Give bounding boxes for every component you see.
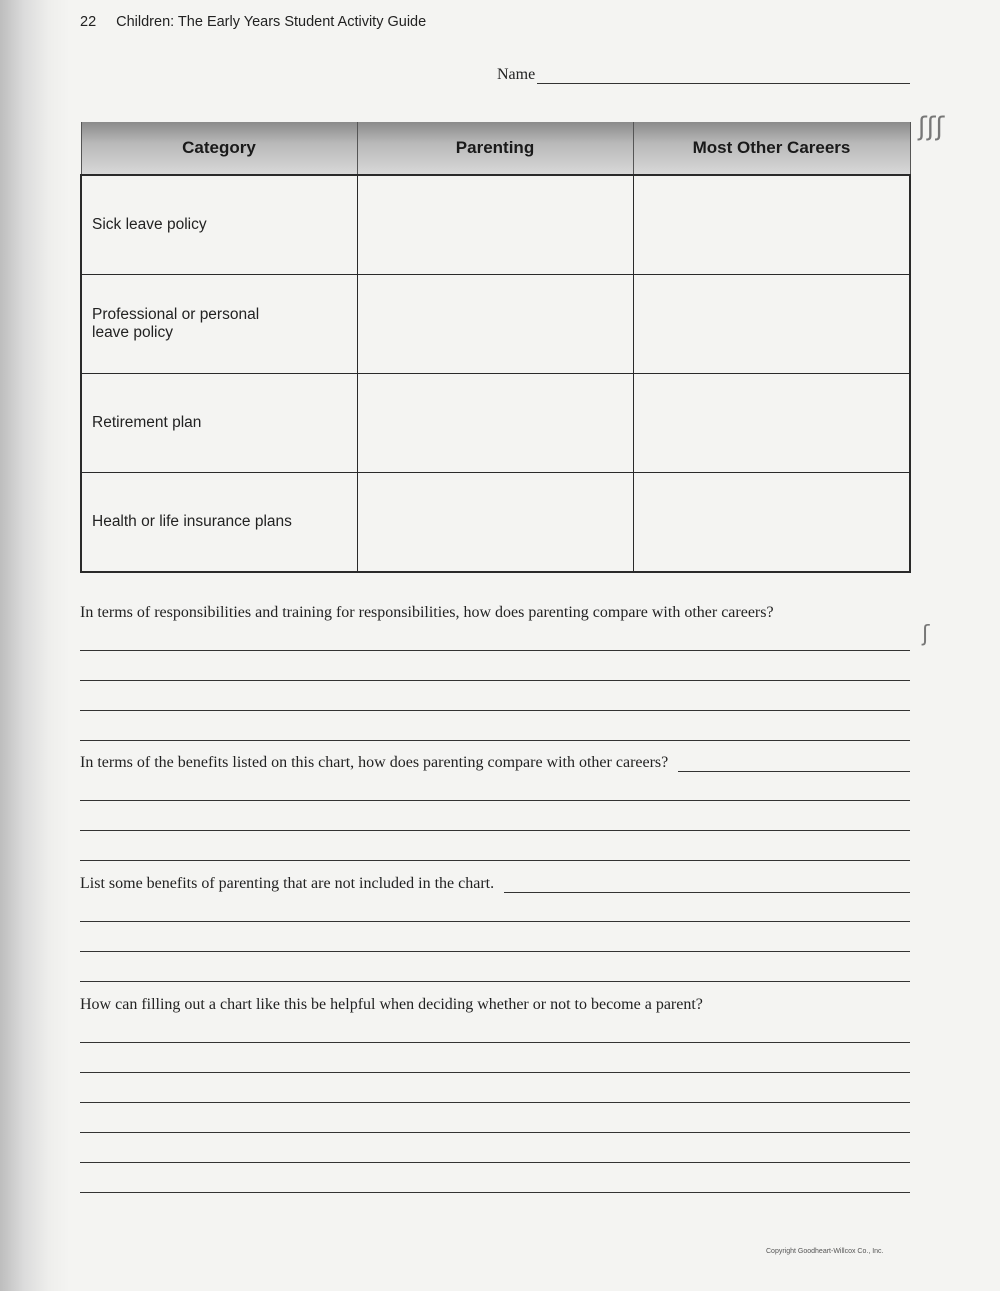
chart-row	[81, 373, 910, 472]
question-3	[80, 875, 910, 893]
page-edge-shadow	[0, 0, 70, 1291]
chart-header-row	[81, 122, 910, 175]
chart-row	[81, 472, 910, 572]
name-input-line[interactable]	[537, 69, 910, 84]
page-curl-mark: ʃʃʃ	[918, 112, 945, 142]
row-label-personal-leave: Professional or personal leave policy	[81, 275, 357, 374]
page-header	[80, 14, 426, 30]
column-header-parenting: Parenting	[357, 122, 633, 175]
name-label: Name	[497, 66, 536, 83]
answer-line[interactable]	[80, 680, 910, 681]
answer-line[interactable]	[80, 1132, 910, 1133]
answer-line[interactable]	[80, 1162, 910, 1163]
answer-line[interactable]	[80, 830, 910, 831]
name-field[interactable]	[497, 64, 910, 84]
cell-parenting-insurance[interactable]	[357, 472, 633, 572]
answer-line[interactable]	[80, 951, 910, 952]
question-4: How can filling out a chart like this be helpful when deciding whether or not to become a parent?	[80, 996, 703, 1013]
answer-line[interactable]	[80, 860, 910, 861]
cell-other-insurance[interactable]	[633, 472, 910, 572]
chart-row	[81, 175, 910, 275]
row-label-retirement: Retirement plan	[81, 373, 357, 472]
comparison-chart	[80, 122, 911, 573]
cell-parenting-personal-leave[interactable]	[357, 275, 633, 374]
answer-line[interactable]	[80, 1102, 910, 1103]
answer-line[interactable]	[678, 757, 910, 772]
answer-line[interactable]	[80, 740, 910, 741]
answer-line[interactable]	[80, 650, 910, 651]
answer-line[interactable]	[80, 1042, 910, 1043]
cell-other-personal-leave[interactable]	[633, 275, 910, 374]
page-curl-mark: ʃ	[922, 622, 930, 647]
answer-line[interactable]	[80, 981, 910, 982]
question-2-text: In terms of the benefits listed on this chart, how does parenting compare with other careers?	[80, 754, 669, 771]
answer-line[interactable]	[80, 921, 910, 922]
answer-line[interactable]	[80, 1072, 910, 1073]
book-title: Children: The Early Years Student Activity Guide	[116, 14, 427, 30]
answer-line[interactable]	[504, 878, 910, 893]
answer-line[interactable]	[80, 710, 910, 711]
row-label-sick-leave: Sick leave policy	[81, 175, 357, 275]
page-number: 22	[80, 14, 97, 30]
question-2	[80, 754, 910, 772]
cell-parenting-retirement[interactable]	[357, 373, 633, 472]
row-label-insurance: Health or life insurance plans	[81, 472, 357, 572]
question-3-text: List some benefits of parenting that are not included in the chart.	[80, 875, 495, 892]
column-header-category: Category	[81, 122, 357, 175]
chart-row	[81, 275, 910, 374]
cell-parenting-sick-leave[interactable]	[357, 175, 633, 275]
column-header-other-careers: Most Other Careers	[633, 122, 910, 175]
answer-line[interactable]	[80, 800, 910, 801]
cell-other-sick-leave[interactable]	[633, 175, 910, 275]
question-1: In terms of responsibilities and training for responsibilities, how does parenting compare with other careers?	[80, 604, 774, 621]
answer-line[interactable]	[80, 1192, 910, 1193]
copyright-notice: Copyright Goodheart-Willcox Co., Inc.	[766, 1248, 884, 1255]
cell-other-retirement[interactable]	[633, 373, 910, 472]
